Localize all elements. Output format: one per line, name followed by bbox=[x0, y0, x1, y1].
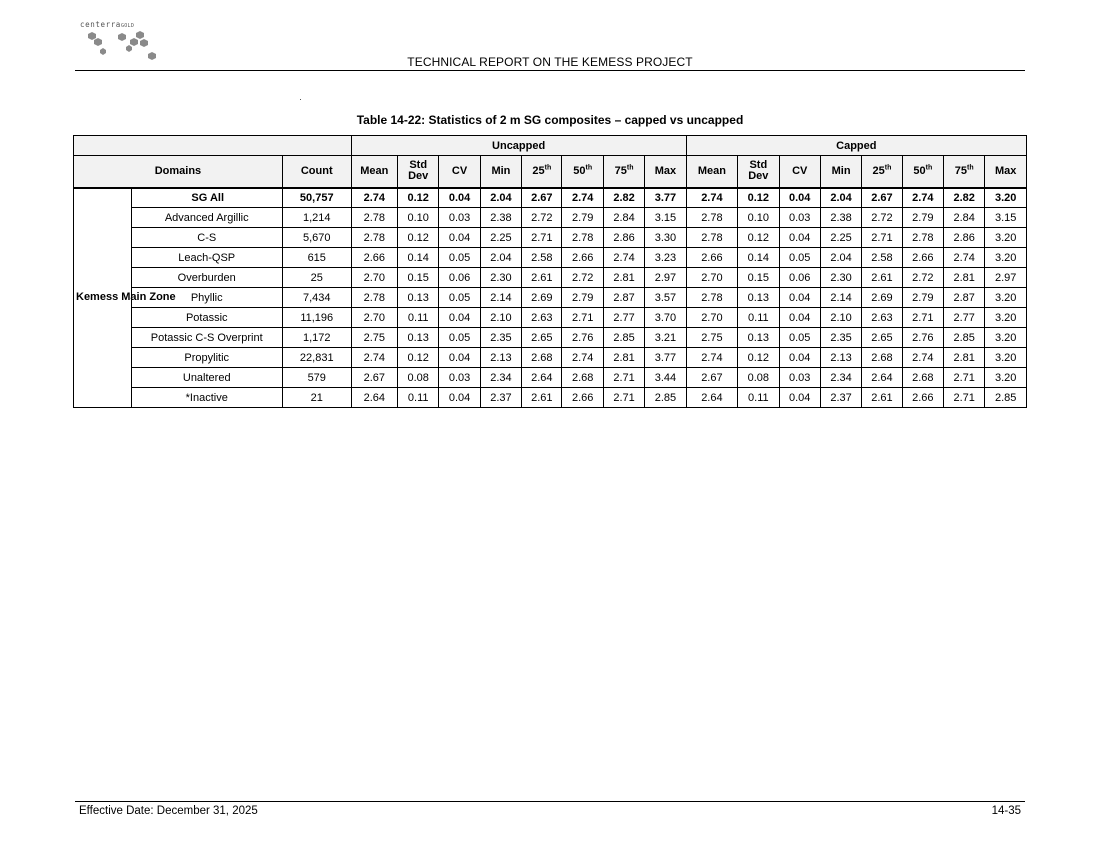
uncapped-value-cell: 2.78 bbox=[351, 208, 397, 228]
capped-value-cell: 3.20 bbox=[985, 188, 1027, 208]
table-row bbox=[74, 188, 1027, 208]
uncapped-value-cell: 0.11 bbox=[398, 308, 439, 328]
table-body bbox=[74, 188, 1027, 408]
uncapped-value-cell: 3.30 bbox=[645, 228, 686, 248]
capped-value-cell: 2.66 bbox=[902, 248, 943, 268]
uncapped-value-cell: 0.03 bbox=[439, 368, 480, 388]
capped-value-cell: 3.20 bbox=[985, 328, 1027, 348]
capped-value-cell: 3.20 bbox=[985, 248, 1027, 268]
uncapped-p50-header: 50th bbox=[562, 156, 603, 188]
uncapped-value-cell: 0.05 bbox=[439, 288, 480, 308]
capped-value-cell: 0.13 bbox=[738, 328, 779, 348]
uncapped-value-cell: 2.67 bbox=[351, 368, 397, 388]
count-cell: 11,196 bbox=[282, 308, 351, 328]
uncapped-value-cell: 2.61 bbox=[522, 268, 562, 288]
footer-divider bbox=[75, 801, 1025, 802]
uncapped-value-cell: 0.12 bbox=[398, 348, 439, 368]
domain-cell: Overburden bbox=[131, 268, 282, 288]
capped-value-cell: 0.12 bbox=[738, 228, 779, 248]
effective-date: Effective Date: December 31, 2025 bbox=[79, 805, 258, 817]
uncapped-value-cell: 0.04 bbox=[439, 188, 480, 208]
uncapped-value-cell: 2.71 bbox=[562, 308, 603, 328]
capped-value-cell: 0.05 bbox=[779, 248, 820, 268]
uncapped-value-cell: 3.44 bbox=[645, 368, 686, 388]
capped-value-cell: 0.04 bbox=[779, 388, 820, 408]
uncapped-value-cell: 0.12 bbox=[398, 228, 439, 248]
uncapped-value-cell: 2.85 bbox=[645, 388, 686, 408]
domain-cell: SG All bbox=[131, 188, 282, 208]
table-row bbox=[74, 328, 1027, 348]
capped-value-cell: 2.74 bbox=[902, 188, 943, 208]
capped-value-cell: 2.70 bbox=[686, 268, 737, 288]
capped-value-cell: 0.11 bbox=[738, 388, 779, 408]
capped-value-cell: 0.03 bbox=[779, 368, 820, 388]
uncapped-value-cell: 2.74 bbox=[603, 248, 644, 268]
capped-value-cell: 2.74 bbox=[686, 188, 737, 208]
capped-value-cell: 2.25 bbox=[820, 228, 861, 248]
capped-value-cell: 2.76 bbox=[902, 328, 943, 348]
uncapped-value-cell: 2.74 bbox=[351, 348, 397, 368]
report-header-title: TECHNICAL REPORT ON THE KEMESS PROJECT bbox=[407, 55, 693, 69]
capped-value-cell: 3.20 bbox=[985, 288, 1027, 308]
uncapped-value-cell: 2.71 bbox=[603, 388, 644, 408]
uncapped-value-cell: 0.06 bbox=[439, 268, 480, 288]
uncapped-group-header: Uncapped bbox=[351, 136, 686, 156]
capped-value-cell: 2.04 bbox=[820, 188, 861, 208]
uncapped-value-cell: 2.30 bbox=[480, 268, 521, 288]
capped-value-cell: 2.72 bbox=[902, 268, 943, 288]
uncapped-value-cell: 0.08 bbox=[398, 368, 439, 388]
count-cell: 579 bbox=[282, 368, 351, 388]
uncapped-value-cell: 0.05 bbox=[439, 328, 480, 348]
uncapped-value-cell: 2.71 bbox=[522, 228, 562, 248]
capped-value-cell: 2.10 bbox=[820, 308, 861, 328]
uncapped-min-header: Min bbox=[480, 156, 521, 188]
uncapped-value-cell: 2.78 bbox=[562, 228, 603, 248]
uncapped-value-cell: 3.70 bbox=[645, 308, 686, 328]
domains-header: Domains bbox=[74, 156, 283, 188]
uncapped-value-cell: 2.97 bbox=[645, 268, 686, 288]
statistics-table bbox=[73, 135, 1027, 408]
count-cell: 25 bbox=[282, 268, 351, 288]
uncapped-value-cell: 2.38 bbox=[480, 208, 521, 228]
capped-p50-header: 50th bbox=[902, 156, 943, 188]
stray-mark bbox=[300, 99, 301, 100]
capped-value-cell: 2.04 bbox=[820, 248, 861, 268]
table-row bbox=[74, 388, 1027, 408]
domain-cell: Potassic C-S Overprint bbox=[131, 328, 282, 348]
count-cell: 22,831 bbox=[282, 348, 351, 368]
capped-value-cell: 2.67 bbox=[862, 188, 902, 208]
uncapped-value-cell: 2.72 bbox=[562, 268, 603, 288]
uncapped-value-cell: 0.04 bbox=[439, 348, 480, 368]
table-row bbox=[74, 368, 1027, 388]
capped-value-cell: 2.71 bbox=[944, 368, 985, 388]
capped-value-cell: 2.81 bbox=[944, 348, 985, 368]
capped-value-cell: 2.66 bbox=[686, 248, 737, 268]
table-row bbox=[74, 268, 1027, 288]
count-cell: 21 bbox=[282, 388, 351, 408]
domain-cell: Potassic bbox=[131, 308, 282, 328]
domain-cell: Unaltered bbox=[131, 368, 282, 388]
capped-value-cell: 3.20 bbox=[985, 228, 1027, 248]
uncapped-value-cell: 2.74 bbox=[351, 188, 397, 208]
uncapped-value-cell: 0.13 bbox=[398, 288, 439, 308]
uncapped-value-cell: 2.81 bbox=[603, 348, 644, 368]
capped-value-cell: 0.04 bbox=[779, 288, 820, 308]
capped-value-cell: 0.05 bbox=[779, 328, 820, 348]
capped-value-cell: 0.04 bbox=[779, 228, 820, 248]
capped-value-cell: 3.20 bbox=[985, 348, 1027, 368]
uncapped-value-cell: 2.64 bbox=[351, 388, 397, 408]
uncapped-value-cell: 2.66 bbox=[351, 248, 397, 268]
uncapped-value-cell: 2.71 bbox=[603, 368, 644, 388]
capped-value-cell: 2.65 bbox=[862, 328, 902, 348]
capped-value-cell: 0.11 bbox=[738, 308, 779, 328]
uncapped-value-cell: 2.04 bbox=[480, 248, 521, 268]
logo-text: centerraGOLD bbox=[80, 20, 135, 29]
blank-header-cell bbox=[74, 136, 352, 156]
uncapped-value-cell: 0.04 bbox=[439, 228, 480, 248]
capped-p25-header: 25th bbox=[862, 156, 902, 188]
capped-value-cell: 0.15 bbox=[738, 268, 779, 288]
capped-value-cell: 2.85 bbox=[944, 328, 985, 348]
uncapped-value-cell: 2.13 bbox=[480, 348, 521, 368]
capped-value-cell: 2.68 bbox=[902, 368, 943, 388]
capped-value-cell: 2.85 bbox=[985, 388, 1027, 408]
uncapped-value-cell: 2.70 bbox=[351, 268, 397, 288]
uncapped-value-cell: 0.13 bbox=[398, 328, 439, 348]
capped-value-cell: 0.04 bbox=[779, 348, 820, 368]
uncapped-value-cell: 2.81 bbox=[603, 268, 644, 288]
capped-value-cell: 2.71 bbox=[862, 228, 902, 248]
count-header: Count bbox=[282, 156, 351, 188]
uncapped-value-cell: 2.76 bbox=[562, 328, 603, 348]
capped-value-cell: 2.74 bbox=[944, 248, 985, 268]
capped-max-header: Max bbox=[985, 156, 1027, 188]
uncapped-value-cell: 2.58 bbox=[522, 248, 562, 268]
capped-value-cell: 2.67 bbox=[686, 368, 737, 388]
capped-value-cell: 2.79 bbox=[902, 288, 943, 308]
capped-group-header: Capped bbox=[686, 136, 1026, 156]
capped-value-cell: 2.78 bbox=[902, 228, 943, 248]
capped-value-cell: 0.04 bbox=[779, 188, 820, 208]
capped-value-cell: 0.08 bbox=[738, 368, 779, 388]
table-row bbox=[74, 288, 1027, 308]
uncapped-value-cell: 3.23 bbox=[645, 248, 686, 268]
count-cell: 5,670 bbox=[282, 228, 351, 248]
capped-value-cell: 2.61 bbox=[862, 388, 902, 408]
capped-value-cell: 2.82 bbox=[944, 188, 985, 208]
uncapped-p25-header: 25th bbox=[522, 156, 562, 188]
header-divider bbox=[75, 70, 1025, 71]
uncapped-value-cell: 2.68 bbox=[522, 348, 562, 368]
uncapped-value-cell: 2.85 bbox=[603, 328, 644, 348]
capped-value-cell: 2.61 bbox=[862, 268, 902, 288]
uncapped-value-cell: 0.12 bbox=[398, 188, 439, 208]
table-row bbox=[74, 248, 1027, 268]
capped-value-cell: 2.71 bbox=[902, 308, 943, 328]
uncapped-value-cell: 0.04 bbox=[439, 388, 480, 408]
uncapped-value-cell: 2.86 bbox=[603, 228, 644, 248]
capped-value-cell: 2.79 bbox=[902, 208, 943, 228]
uncapped-value-cell: 2.68 bbox=[562, 368, 603, 388]
capped-p75-header: 75th bbox=[944, 156, 985, 188]
uncapped-value-cell: 3.15 bbox=[645, 208, 686, 228]
uncapped-value-cell: 3.77 bbox=[645, 188, 686, 208]
uncapped-value-cell: 2.82 bbox=[603, 188, 644, 208]
uncapped-std-dev-header: Std Dev bbox=[398, 156, 439, 188]
capped-value-cell: 2.81 bbox=[944, 268, 985, 288]
uncapped-value-cell: 2.66 bbox=[562, 388, 603, 408]
count-cell: 1,172 bbox=[282, 328, 351, 348]
uncapped-value-cell: 2.34 bbox=[480, 368, 521, 388]
group-header-row bbox=[74, 136, 1027, 156]
capped-value-cell: 0.12 bbox=[738, 188, 779, 208]
capped-cv-header: CV bbox=[779, 156, 820, 188]
uncapped-value-cell: 0.04 bbox=[439, 308, 480, 328]
count-cell: 615 bbox=[282, 248, 351, 268]
uncapped-value-cell: 2.79 bbox=[562, 288, 603, 308]
capped-value-cell: 2.34 bbox=[820, 368, 861, 388]
uncapped-value-cell: 2.77 bbox=[603, 308, 644, 328]
capped-value-cell: 2.58 bbox=[862, 248, 902, 268]
uncapped-mean-header: Mean bbox=[351, 156, 397, 188]
capped-value-cell: 2.78 bbox=[686, 208, 737, 228]
uncapped-value-cell: 2.78 bbox=[351, 288, 397, 308]
capped-value-cell: 2.74 bbox=[902, 348, 943, 368]
capped-value-cell: 2.71 bbox=[944, 388, 985, 408]
domain-cell: Propylitic bbox=[131, 348, 282, 368]
uncapped-value-cell: 2.14 bbox=[480, 288, 521, 308]
capped-value-cell: 0.12 bbox=[738, 348, 779, 368]
uncapped-value-cell: 0.15 bbox=[398, 268, 439, 288]
uncapped-cv-header: CV bbox=[439, 156, 480, 188]
capped-min-header: Min bbox=[820, 156, 861, 188]
uncapped-max-header: Max bbox=[645, 156, 686, 188]
capped-value-cell: 0.13 bbox=[738, 288, 779, 308]
capped-value-cell: 0.10 bbox=[738, 208, 779, 228]
capped-value-cell: 2.84 bbox=[944, 208, 985, 228]
uncapped-value-cell: 3.21 bbox=[645, 328, 686, 348]
uncapped-value-cell: 2.61 bbox=[522, 388, 562, 408]
uncapped-value-cell: 0.14 bbox=[398, 248, 439, 268]
capped-value-cell: 2.66 bbox=[902, 388, 943, 408]
capped-value-cell: 2.86 bbox=[944, 228, 985, 248]
uncapped-value-cell: 2.63 bbox=[522, 308, 562, 328]
table-row bbox=[74, 348, 1027, 368]
uncapped-value-cell: 0.10 bbox=[398, 208, 439, 228]
uncapped-value-cell: 3.77 bbox=[645, 348, 686, 368]
uncapped-value-cell: 2.78 bbox=[351, 228, 397, 248]
capped-value-cell: 2.87 bbox=[944, 288, 985, 308]
domain-cell: Leach-QSP bbox=[131, 248, 282, 268]
capped-value-cell: 0.03 bbox=[779, 208, 820, 228]
capped-value-cell: 3.20 bbox=[985, 368, 1027, 388]
uncapped-value-cell: 2.10 bbox=[480, 308, 521, 328]
capped-value-cell: 2.75 bbox=[686, 328, 737, 348]
zone-label: Kemess Main Zone bbox=[74, 188, 132, 408]
capped-value-cell: 2.14 bbox=[820, 288, 861, 308]
capped-value-cell: 2.63 bbox=[862, 308, 902, 328]
table-row bbox=[74, 208, 1027, 228]
capped-value-cell: 3.15 bbox=[985, 208, 1027, 228]
count-cell: 1,214 bbox=[282, 208, 351, 228]
capped-value-cell: 2.69 bbox=[862, 288, 902, 308]
capped-value-cell: 0.04 bbox=[779, 308, 820, 328]
capped-value-cell: 2.13 bbox=[820, 348, 861, 368]
uncapped-p75-header: 75th bbox=[603, 156, 644, 188]
capped-value-cell: 2.72 bbox=[862, 208, 902, 228]
table-row bbox=[74, 228, 1027, 248]
uncapped-value-cell: 2.64 bbox=[522, 368, 562, 388]
uncapped-value-cell: 2.67 bbox=[522, 188, 562, 208]
capped-value-cell: 2.77 bbox=[944, 308, 985, 328]
capped-value-cell: 2.78 bbox=[686, 288, 737, 308]
count-cell: 7,434 bbox=[282, 288, 351, 308]
capped-value-cell: 0.06 bbox=[779, 268, 820, 288]
uncapped-value-cell: 2.74 bbox=[562, 188, 603, 208]
uncapped-value-cell: 2.35 bbox=[480, 328, 521, 348]
table-caption: Table 14-22: Statistics of 2 m SG composites – capped vs uncapped bbox=[356, 113, 744, 127]
domain-cell: Phyllic bbox=[131, 288, 282, 308]
uncapped-value-cell: 2.74 bbox=[562, 348, 603, 368]
capped-mean-header: Mean bbox=[686, 156, 737, 188]
domain-cell: *Inactive bbox=[131, 388, 282, 408]
capped-value-cell: 2.30 bbox=[820, 268, 861, 288]
page-number: 14-35 bbox=[991, 805, 1021, 817]
uncapped-value-cell: 2.75 bbox=[351, 328, 397, 348]
capped-std-dev-header: Std Dev bbox=[738, 156, 779, 188]
uncapped-value-cell: 2.84 bbox=[603, 208, 644, 228]
uncapped-value-cell: 2.25 bbox=[480, 228, 521, 248]
uncapped-value-cell: 0.11 bbox=[398, 388, 439, 408]
capped-value-cell: 2.70 bbox=[686, 308, 737, 328]
uncapped-value-cell: 0.05 bbox=[439, 248, 480, 268]
domain-cell: Advanced Argillic bbox=[131, 208, 282, 228]
uncapped-value-cell: 2.04 bbox=[480, 188, 521, 208]
capped-value-cell: 3.20 bbox=[985, 308, 1027, 328]
uncapped-value-cell: 3.57 bbox=[645, 288, 686, 308]
capped-value-cell: 2.64 bbox=[686, 388, 737, 408]
table-row bbox=[74, 308, 1027, 328]
uncapped-value-cell: 2.66 bbox=[562, 248, 603, 268]
capped-value-cell: 2.78 bbox=[686, 228, 737, 248]
uncapped-value-cell: 2.79 bbox=[562, 208, 603, 228]
count-cell: 50,757 bbox=[282, 188, 351, 208]
capped-value-cell: 2.38 bbox=[820, 208, 861, 228]
capped-value-cell: 2.74 bbox=[686, 348, 737, 368]
uncapped-value-cell: 2.65 bbox=[522, 328, 562, 348]
capped-value-cell: 2.97 bbox=[985, 268, 1027, 288]
uncapped-value-cell: 2.37 bbox=[480, 388, 521, 408]
uncapped-value-cell: 2.70 bbox=[351, 308, 397, 328]
domain-cell: C-S bbox=[131, 228, 282, 248]
uncapped-value-cell: 2.87 bbox=[603, 288, 644, 308]
capped-value-cell: 0.14 bbox=[738, 248, 779, 268]
capped-value-cell: 2.35 bbox=[820, 328, 861, 348]
column-header-row bbox=[74, 156, 1027, 188]
uncapped-value-cell: 2.72 bbox=[522, 208, 562, 228]
uncapped-value-cell: 0.03 bbox=[439, 208, 480, 228]
capped-value-cell: 2.68 bbox=[862, 348, 902, 368]
capped-value-cell: 2.64 bbox=[862, 368, 902, 388]
uncapped-value-cell: 2.69 bbox=[522, 288, 562, 308]
capped-value-cell: 2.37 bbox=[820, 388, 861, 408]
